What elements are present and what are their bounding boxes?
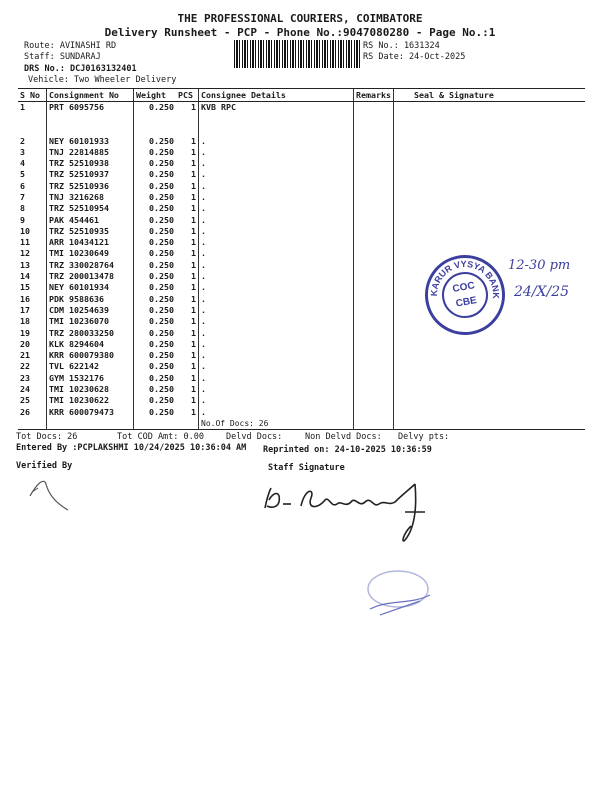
row-seal	[394, 215, 586, 226]
table-row	[18, 169, 585, 180]
table-row	[18, 350, 585, 361]
rs-number: RS No.: 1631324	[363, 41, 440, 51]
row-consignee-details: .	[199, 350, 354, 361]
reprinted-on: Reprinted on: 24-10-2025 10:36:59	[263, 445, 432, 455]
row-pcs: 1	[191, 316, 196, 327]
row-remarks	[354, 384, 394, 395]
row-seal	[394, 237, 586, 248]
delvd-docs: Delvd Docs:	[226, 432, 283, 442]
row-consignee-details: .	[199, 158, 354, 169]
row-consignee-details: .	[199, 339, 354, 350]
col-sno: S No	[18, 89, 47, 102]
row-pcs: 1	[191, 395, 196, 406]
barcode	[234, 40, 360, 68]
row-sno: 18	[20, 316, 30, 327]
row-sno: 6	[20, 180, 25, 191]
verifier-signature	[24, 474, 74, 514]
drs-number: DRS No.: DCJ0163132401	[24, 64, 137, 74]
row-pcs: 1	[191, 282, 196, 293]
row-consignment-no: TMI 10236070	[47, 316, 134, 327]
row-weight: 0.250	[134, 181, 177, 192]
table-row	[18, 147, 585, 158]
table-row	[18, 203, 585, 214]
row-consignee-details: .	[199, 395, 354, 406]
row-seal	[394, 169, 586, 180]
row-sno: 4	[20, 158, 25, 169]
vehicle-label: Vehicle: Two Wheeler Delivery	[28, 75, 177, 85]
row-remarks	[354, 192, 394, 203]
table-row	[18, 237, 585, 248]
row-weight: 0.250	[134, 407, 177, 418]
no-of-docs: No.Of Docs: 26	[199, 418, 354, 430]
row-sno: 15	[20, 282, 30, 293]
row-consignment-no: TMI 10230649	[47, 248, 134, 259]
row-pcs: 1	[191, 180, 196, 191]
row-seal	[394, 407, 586, 418]
row-remarks	[354, 102, 394, 136]
row-sno: 19	[20, 327, 30, 338]
row-consignee-details: .	[199, 260, 354, 271]
table-row	[18, 215, 585, 226]
row-consignment-no: TRZ 330028764	[47, 260, 134, 271]
stamp-line-2: CBE	[454, 295, 478, 310]
row-consignee-details: .	[199, 328, 354, 339]
row-sno: 5	[20, 169, 25, 180]
row-seal	[394, 136, 586, 147]
row-pcs: 1	[191, 327, 196, 338]
non-delvd-docs: Non Delvd Docs:	[305, 432, 382, 442]
row-sno: 21	[20, 350, 30, 361]
row-sno: 26	[20, 406, 30, 417]
row-consignee-details: .	[199, 373, 354, 384]
row-sno: 22	[20, 361, 30, 372]
row-remarks	[354, 136, 394, 147]
row-consignment-no: TNJ 22814885	[47, 147, 134, 158]
row-weight: 0.250	[134, 350, 177, 361]
row-consignee-details: .	[199, 147, 354, 158]
row-seal	[394, 158, 586, 169]
row-consignee-details: .	[199, 305, 354, 316]
table-row	[18, 395, 585, 406]
row-seal	[394, 181, 586, 192]
table-row	[18, 407, 585, 418]
row-sno: 12	[20, 248, 30, 259]
row-sno: 11	[20, 237, 30, 248]
row-consignee-details: .	[199, 215, 354, 226]
row-weight: 0.250	[134, 339, 177, 350]
table-row	[18, 384, 585, 395]
row-seal	[394, 328, 586, 339]
table-row	[18, 361, 585, 372]
staff-signature	[255, 478, 445, 548]
row-consignment-no: TRZ 200013478	[47, 271, 134, 282]
row-remarks	[354, 147, 394, 158]
row-consignee-details: .	[199, 294, 354, 305]
company-title: THE PROFESSIONAL COURIERS, COIMBATORE	[177, 12, 423, 25]
row-weight: 0.250	[134, 316, 177, 327]
row-remarks	[354, 395, 394, 406]
row-consignment-no: TVL 622142	[47, 361, 134, 372]
row-weight: 0.250	[134, 136, 177, 147]
row-consignee-details: KVB RPC	[199, 102, 354, 136]
row-sno: 16	[20, 293, 30, 304]
row-consignee-details: .	[199, 237, 354, 248]
row-pcs: 1	[191, 158, 196, 169]
row-sno: 1	[20, 102, 25, 112]
row-sno: 3	[20, 146, 25, 157]
row-weight: 0.250	[134, 384, 177, 395]
row-remarks	[354, 294, 394, 305]
row-remarks	[354, 226, 394, 237]
row-sno: 10	[20, 225, 30, 236]
delvy-pts: Delvy pts:	[398, 432, 450, 442]
table-row	[18, 136, 585, 147]
row-pcs: 1	[191, 237, 196, 248]
row-seal	[394, 395, 586, 406]
row-weight: 0.250	[134, 169, 177, 180]
row-consignment-no: ARR 10434121	[47, 237, 134, 248]
row-pcs: 1	[191, 102, 196, 112]
row-seal	[394, 203, 586, 214]
row-weight: 0.250	[134, 260, 177, 271]
tot-docs: Tot Docs: 26	[16, 432, 78, 442]
runsheet-table	[18, 88, 585, 430]
row-consignment-no: PDK 9588636	[47, 294, 134, 305]
row-sno: 20	[20, 338, 30, 349]
row-weight: 0.250	[134, 102, 177, 136]
row-pcs: 1	[191, 338, 196, 349]
row-consignment-no: TMI 10230622	[47, 395, 134, 406]
row-seal	[394, 361, 586, 372]
row-consignee-details: .	[199, 181, 354, 192]
row-seal	[394, 373, 586, 384]
row-seal	[394, 339, 586, 350]
row-remarks	[354, 350, 394, 361]
row-remarks	[354, 237, 394, 248]
row-weight: 0.250	[134, 373, 177, 384]
row-weight: 0.250	[134, 305, 177, 316]
row-weight: 0.250	[134, 248, 177, 259]
row-remarks	[354, 271, 394, 282]
row-remarks	[354, 407, 394, 418]
row-consignee-details: .	[199, 316, 354, 327]
row-weight: 0.250	[134, 395, 177, 406]
row-weight: 0.250	[134, 237, 177, 248]
table-row	[18, 260, 585, 271]
table-row	[18, 339, 585, 350]
row-pcs: 1	[191, 203, 196, 214]
row-remarks	[354, 203, 394, 214]
row-seal	[394, 102, 586, 136]
row-seal	[394, 384, 586, 395]
row-consignment-no: TRZ 52510938	[47, 158, 134, 169]
handwritten-date: 24/X/25	[514, 284, 570, 300]
row-pcs: 1	[191, 248, 196, 259]
svg-text:KARUR VYSYA BANK: KARUR VYSYA BANK	[428, 258, 502, 299]
row-pcs: 1	[191, 350, 196, 361]
row-remarks	[354, 373, 394, 384]
table-row	[18, 192, 585, 203]
table-row	[18, 328, 585, 339]
row-seal	[394, 192, 586, 203]
row-pcs: 1	[191, 146, 196, 157]
row-consignment-no: PAK 454461	[47, 215, 134, 226]
col-remarks: Remarks	[354, 89, 394, 102]
faint-stamp-mark	[360, 565, 440, 620]
row-remarks	[354, 169, 394, 180]
row-pcs: 1	[191, 135, 196, 146]
row-remarks	[354, 328, 394, 339]
row-consignment-no: KRR 600079380	[47, 350, 134, 361]
row-weight: 0.250	[134, 158, 177, 169]
row-weight: 0.250	[134, 203, 177, 214]
row-seal	[394, 226, 586, 237]
row-consignee-details: .	[199, 203, 354, 214]
row-pcs: 1	[191, 293, 196, 304]
row-remarks	[354, 305, 394, 316]
row-consignee-details: .	[199, 361, 354, 372]
row-weight: 0.250	[134, 361, 177, 372]
row-pcs: 1	[191, 271, 196, 282]
row-pcs: 1	[191, 169, 196, 180]
row-sno: 7	[20, 191, 25, 202]
row-remarks	[354, 282, 394, 293]
row-sno: 23	[20, 372, 30, 383]
row-weight: 0.250	[134, 215, 177, 226]
table-header-row	[18, 89, 585, 102]
table-row	[18, 181, 585, 192]
staff-label: Staff: SUNDARAJ	[24, 52, 101, 62]
row-pcs: 1	[191, 214, 196, 225]
table-row	[18, 158, 585, 169]
row-pcs: 1	[191, 259, 196, 270]
col-consignment: Consignment No	[47, 89, 134, 102]
row-sno: 24	[20, 384, 30, 395]
row-consignment-no: TMI 10230628	[47, 384, 134, 395]
row-seal	[394, 147, 586, 158]
row-sno: 25	[20, 395, 30, 406]
row-consignee-details: .	[199, 384, 354, 395]
table-row	[18, 373, 585, 384]
table-row	[18, 248, 585, 259]
row-pcs: 1	[191, 225, 196, 236]
row-consignee-details: .	[199, 226, 354, 237]
row-weight: 0.250	[134, 328, 177, 339]
row-remarks	[354, 215, 394, 226]
row-consignment-no: TRZ 280033250	[47, 328, 134, 339]
stamp-line-1: COC	[451, 280, 476, 295]
staff-signature-label: Staff Signature	[268, 463, 345, 473]
row-weight: 0.250	[134, 226, 177, 237]
row-consignment-no: NEY 60101934	[47, 282, 134, 293]
route-label: Route: AVINASHI RD	[24, 41, 117, 51]
row-sno: 17	[20, 304, 30, 315]
row-consignment-no: GYM 1532176	[47, 373, 134, 384]
row-seal	[394, 350, 586, 361]
row-consignee-details: .	[199, 248, 354, 259]
tot-cod-amt: Tot COD Amt: 0.00	[117, 432, 204, 442]
row-consignee-details: .	[199, 271, 354, 282]
row-consignee-details: .	[199, 136, 354, 147]
row-pcs: 1	[191, 304, 196, 315]
row-weight: 0.250	[134, 147, 177, 158]
table-row	[18, 102, 585, 136]
col-consignee: Consignee Details	[199, 89, 354, 102]
row-weight: 0.250	[134, 271, 177, 282]
col-pcs: PCS	[176, 89, 199, 102]
col-weight: Weight	[134, 89, 177, 102]
row-consignee-details: .	[199, 192, 354, 203]
entered-by: Entered By :PCPLAKSHMI 10/24/2025 10:36:04 AM	[16, 443, 247, 453]
row-remarks	[354, 248, 394, 259]
row-consignment-no: TRZ 52510954	[47, 203, 134, 214]
row-weight: 0.250	[134, 282, 177, 293]
row-sno: 2	[20, 135, 25, 146]
row-remarks	[354, 260, 394, 271]
row-weight: 0.250	[134, 192, 177, 203]
row-consignee-details: .	[199, 282, 354, 293]
row-consignment-no: NEY 60101933	[47, 136, 134, 147]
row-remarks	[354, 181, 394, 192]
row-consignment-no: CDM 10254639	[47, 305, 134, 316]
row-sno: 14	[20, 271, 30, 282]
row-consignment-no: KLK 8294604	[47, 339, 134, 350]
rs-date: RS Date: 24-Oct-2025	[363, 52, 466, 62]
row-consignment-no: KRR 600079473	[47, 407, 134, 418]
row-consignment-no: TRZ 52510937	[47, 169, 134, 180]
row-sno: 13	[20, 259, 30, 270]
verified-by-label: Verified By	[16, 461, 73, 471]
row-weight: 0.250	[134, 294, 177, 305]
row-pcs: 1	[191, 361, 196, 372]
row-pcs: 1	[191, 191, 196, 202]
row-consignment-no: TNJ 3216268	[47, 192, 134, 203]
row-remarks	[354, 158, 394, 169]
runsheet-subtitle: Delivery Runsheet - PCP - Phone No.:9047080280 - Page No.:1	[104, 26, 496, 39]
row-consignee-details: .	[199, 407, 354, 418]
row-consignment-no: TRZ 52510936	[47, 181, 134, 192]
table-row	[18, 226, 585, 237]
row-pcs: 1	[191, 372, 196, 383]
row-sno: 8	[20, 203, 25, 214]
row-consignment-no: PRT 6095756	[47, 102, 134, 136]
row-consignment-no: TRZ 52510935	[47, 226, 134, 237]
row-pcs: 1	[191, 406, 196, 417]
row-remarks	[354, 316, 394, 327]
row-remarks	[354, 361, 394, 372]
row-sno: 9	[20, 214, 25, 225]
row-pcs: 1	[191, 384, 196, 395]
col-seal: Seal & Signature	[394, 89, 586, 102]
handwritten-time: 12-30 pm	[508, 258, 571, 273]
row-remarks	[354, 339, 394, 350]
row-consignee-details: .	[199, 169, 354, 180]
